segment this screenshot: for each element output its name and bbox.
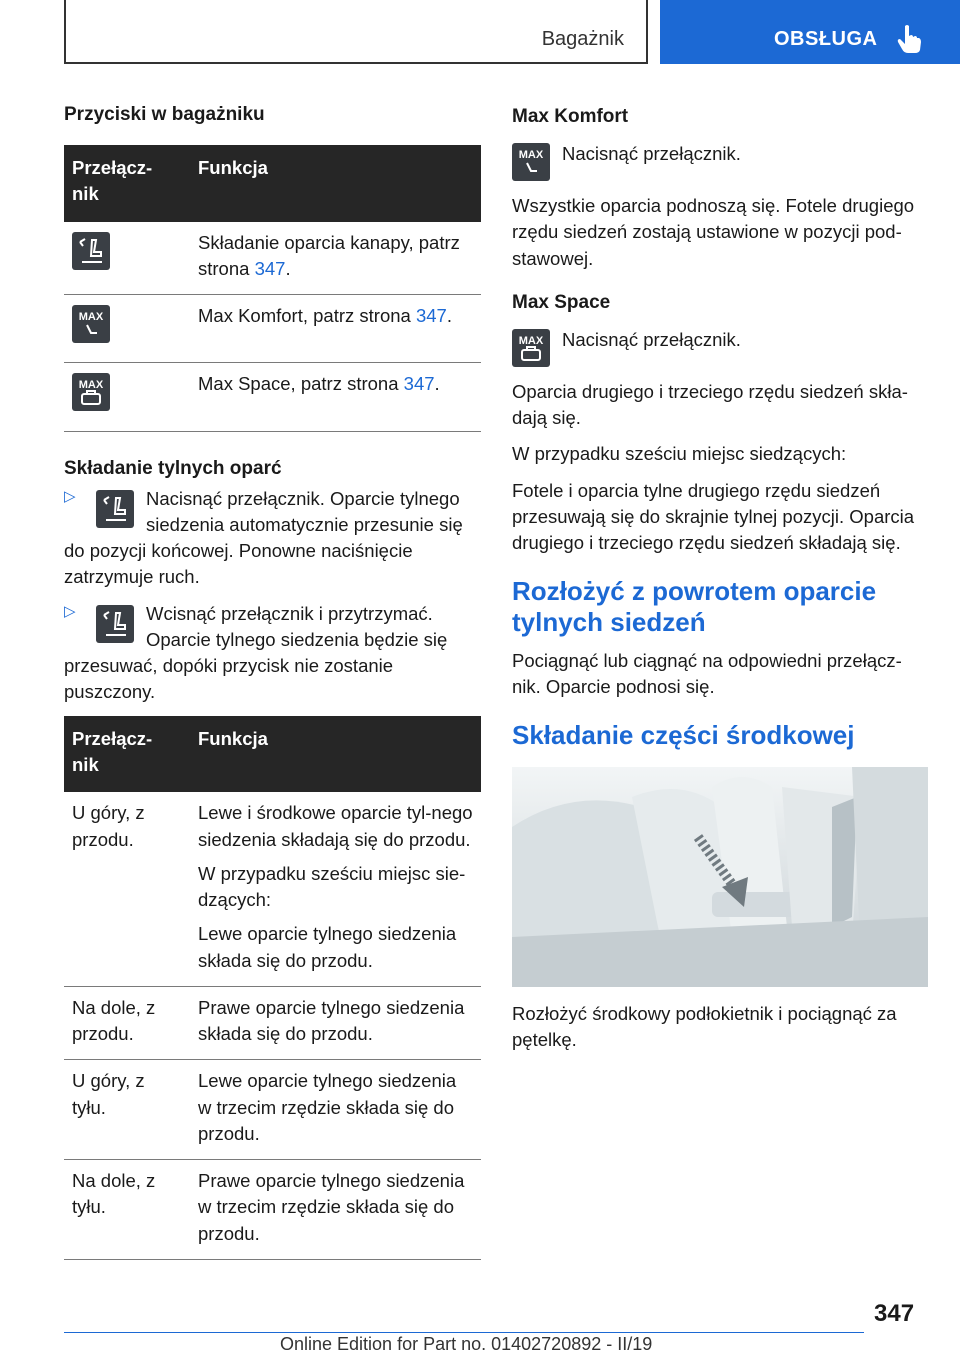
table-row <box>64 222 481 295</box>
fold-steps <box>64 486 481 706</box>
max-komfort-action: Nacisnąć przełącznik. <box>562 142 741 164</box>
function-text: Prawe oparcie tylnego siedzenia składa się do przodu. <box>198 996 465 1045</box>
header-frame <box>64 0 648 64</box>
page-ref-link[interactable]: 347 <box>403 373 435 395</box>
buttons-heading: Przyciski w bagażniku <box>64 104 265 125</box>
function-text: Prawe oparcie tylnego siedzenia w trzecim rzędzie składa się do przodu. <box>198 1170 465 1244</box>
middle-text: Rozłożyć środkowy podłokietnik i pociągnąć za pętelkę. <box>512 1002 897 1051</box>
max-space-action: Nacisnąć przełącznik. <box>562 328 741 350</box>
seat-fold-icon <box>96 490 134 528</box>
table-row <box>64 792 481 986</box>
row-text: Max Komfort, patrz strona <box>198 305 416 327</box>
function-text: Lewe i środkowe oparcie tyl-nego siedzenia składają się do przodu. <box>198 802 473 850</box>
step-text: Wcisnąć przełącznik i przytrzymać. Oparcie tylnego siedzenia będzie się przesuwać, dopóki przycisk nie zostanie puszczony. <box>64 602 448 703</box>
fold-heading: Składanie tylnych oparć <box>64 457 282 479</box>
step-text: Nacisnąć przełącznik. Oparcie tylnego siedzenia automatycznie przesunie się do pozycji końcowej. Ponowne naciśnięcie zatrzymuje ruch. <box>64 487 463 588</box>
table-row <box>64 295 481 363</box>
page-number: 347 <box>874 1300 915 1327</box>
switch-position: Na dole, z przodu. <box>64 986 190 1060</box>
list-item <box>64 601 481 706</box>
row-text: Składanie oparcia kanapy, patrz strona <box>198 231 460 279</box>
table-row <box>64 986 481 1060</box>
list-item <box>64 486 481 591</box>
max-comfort-icon <box>72 305 110 343</box>
switch-position: Na dole, z tyłu. <box>64 1160 190 1260</box>
hand-pointer-icon <box>896 24 922 54</box>
table-row <box>64 363 481 431</box>
max-space-text: Oparcia drugiego i trzeciego rzędu siedzeń skła-dają się. <box>512 380 908 428</box>
footer-edition: Online Edition for Part no. 01402720892 - II/19 <box>280 1334 653 1354</box>
chapter-tab[interactable] <box>660 0 960 64</box>
max-comfort-icon <box>512 143 550 181</box>
seat-fold-icon <box>72 232 110 270</box>
arrow-bullet-icon: ▷ <box>64 602 76 620</box>
arrow-bullet-icon: ▷ <box>64 487 76 505</box>
buttons-table <box>64 145 481 432</box>
max-space-icon <box>512 329 550 367</box>
max-space-text: Fotele i oparcia tylne drugiego rzędu siedzeń przesuwają się do skrajnie tylnej pozycji. Oparcia drugiego i trzeciego rzędu siedzeń składają się. <box>512 479 915 554</box>
middle-heading: Składanie części środkowej <box>512 720 855 751</box>
row-text: Max Space, patrz strona <box>198 373 404 395</box>
footer-rule <box>64 1332 864 1333</box>
max-komfort-text: Wszystkie oparcia podnoszą się. Fotele drugiego rzędu siedzeń zostają ustawione w pozycji pod-stawowej. <box>512 194 915 269</box>
row-suffix: . <box>446 305 452 327</box>
seat-fold-icon <box>96 605 134 643</box>
right-column <box>512 104 928 1063</box>
max-space-heading: Max Space <box>512 291 611 313</box>
switch-position-table <box>64 716 481 1260</box>
table-header-function: Funkcja <box>190 716 481 793</box>
function-text: Lewe oparcie tylnego siedzenia w trzecim rzędzie składa się do przodu. <box>198 1070 457 1144</box>
table-header-switch: Przełącz- nik <box>64 716 190 793</box>
page-ref-link[interactable]: 347 <box>415 305 447 327</box>
page-ref-link[interactable]: 347 <box>254 257 286 279</box>
table-header-function: Funkcja <box>190 145 481 222</box>
chapter-tab-label: OBSŁUGA <box>774 28 878 50</box>
row-suffix: . <box>434 373 440 395</box>
left-column <box>64 104 481 1260</box>
table-row <box>64 1060 481 1160</box>
function-text: Lewe oparcie tylnego siedzenia składa się do przodu. <box>198 923 457 971</box>
function-text: W przypadku sześciu miejsc sie-dzących: <box>198 862 466 911</box>
unfold-text: Pociągnąć lub ciągnąć na odpowiedni przełącz-nik. Oparcie podnosi się. <box>512 649 902 697</box>
row-suffix: . <box>285 257 291 279</box>
table-header-switch: Przełącz- nik <box>64 145 190 222</box>
svg-text:MAX: MAX <box>78 311 104 324</box>
svg-text:MAX: MAX <box>518 334 544 347</box>
rear-seat-photo <box>512 767 928 987</box>
switch-position: U góry, z tyłu. <box>64 1060 190 1160</box>
switch-position: U góry, z przodu. <box>64 792 190 986</box>
max-space-text: W przypadku sześciu miejsc siedzących: <box>512 443 847 465</box>
section-title: Bagażnik <box>541 28 624 50</box>
svg-text:MAX: MAX <box>518 148 544 161</box>
max-space-icon <box>72 373 110 411</box>
unfold-heading: Rozłożyć z powrotem oparcie tylnych siedzeń <box>512 576 877 637</box>
table-row <box>64 1160 481 1260</box>
svg-text:MAX: MAX <box>78 379 104 392</box>
max-komfort-heading: Max Komfort <box>512 106 629 127</box>
